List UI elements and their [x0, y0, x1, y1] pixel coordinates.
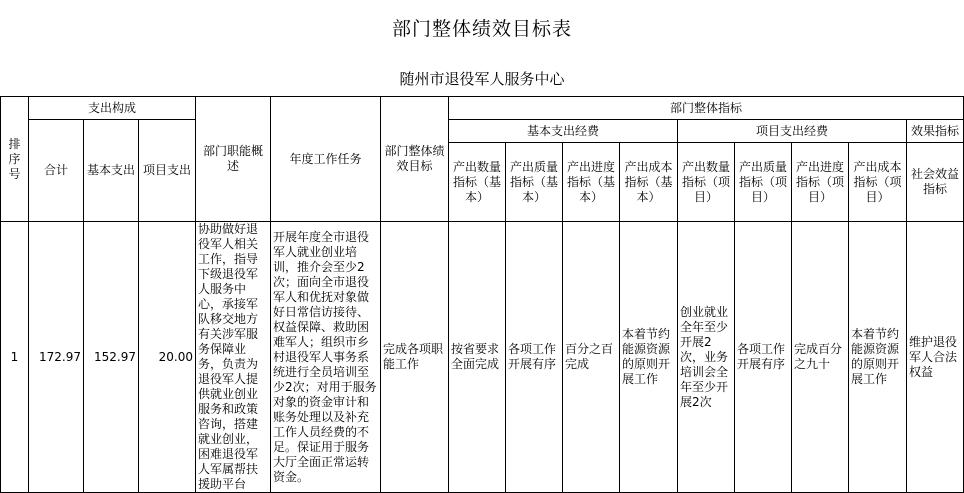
cell-total: 172.97 — [29, 222, 84, 493]
header-expense-structure: 支出构成 — [29, 97, 196, 120]
cell-p-qual: 各项工作开展有序 — [735, 222, 792, 493]
cell-p-qty: 创业就业全年至少开展2次，业务培训会全年至少开展2次 — [678, 222, 735, 493]
performance-goal-table — [0, 96, 964, 493]
header-p-cost: 产出成本指标（项目） — [849, 143, 907, 222]
header-p-prog: 产出进度指标（项目） — [792, 143, 849, 222]
header-basic-group: 基本支出经费 — [449, 120, 678, 143]
organization-name: 随州市退役军人服务中心 — [399, 70, 565, 88]
header-p-qual: 产出质量指标（项目） — [735, 143, 792, 222]
header-b-cost: 产出成本指标（基本） — [620, 143, 678, 222]
table-row — [1, 222, 964, 493]
header-seq: 排序号 — [1, 97, 29, 222]
page-title: 部门整体绩效目标表 — [391, 18, 572, 40]
header-project-group: 项目支出经费 — [678, 120, 907, 143]
header-project: 项目支出 — [139, 120, 196, 222]
cell-basic: 152.97 — [84, 222, 139, 493]
cell-p-cost: 本着节约能源资源的原则开展工作 — [849, 222, 907, 493]
cell-function-overview: 协助做好退役军人相关工作，指导下级退役军人服务中心，承接军队移交地方有关涉军服务保障业务，负责为退役军人提供就业创业服务和政策咨询，搭建就业创业，困难退役军人军属帮扶援助平台 — [196, 222, 271, 493]
cell-b-cost: 本着节约能源资源的原则开展工作 — [620, 222, 678, 493]
header-b-qty: 产出数量指标（基本） — [449, 143, 506, 222]
header-effect-group: 效果指标 — [907, 120, 964, 143]
cell-social: 维护退役军人合法权益 — [907, 222, 964, 493]
header-basic: 基本支出 — [84, 120, 139, 222]
cell-b-qty: 按省要求全面完成 — [449, 222, 506, 493]
cell-overall-goal: 完成各项职能工作 — [381, 222, 449, 493]
cell-p-prog: 完成百分之九十 — [792, 222, 849, 493]
header-annual-tasks: 年度工作任务 — [271, 97, 381, 222]
header-overall-goal: 部门整体绩效目标 — [381, 97, 449, 222]
cell-seq: 1 — [1, 222, 29, 493]
header-function-overview: 部门职能概述 — [196, 97, 271, 222]
header-total: 合计 — [29, 120, 84, 222]
header-b-prog: 产出进度指标（基本） — [563, 143, 620, 222]
header-social: 社会效益指标 — [907, 143, 964, 222]
header-b-qual: 产出质量指标（基本） — [506, 143, 563, 222]
cell-annual-tasks: 开展年度全市退役军人就业创业培训，推介会至少2次；面向全市退役军人和优抚对象做好日常信访接待、权益保障、救助困难军人；组织市乡村退役军人事务系统进行全员培训至少2次；对用于服务对象的资金审计和账务处理以及补充工作人员经费的不足。保证用于服务大厅全面正常运转资金。 — [271, 222, 381, 493]
header-overall-indicators: 部门整体指标 — [449, 97, 964, 120]
cell-project: 20.00 — [139, 222, 196, 493]
header-p-qty: 产出数量指标（项目） — [678, 143, 735, 222]
cell-b-prog: 百分之百完成 — [563, 222, 620, 493]
cell-b-qual: 各项工作开展有序 — [506, 222, 563, 493]
